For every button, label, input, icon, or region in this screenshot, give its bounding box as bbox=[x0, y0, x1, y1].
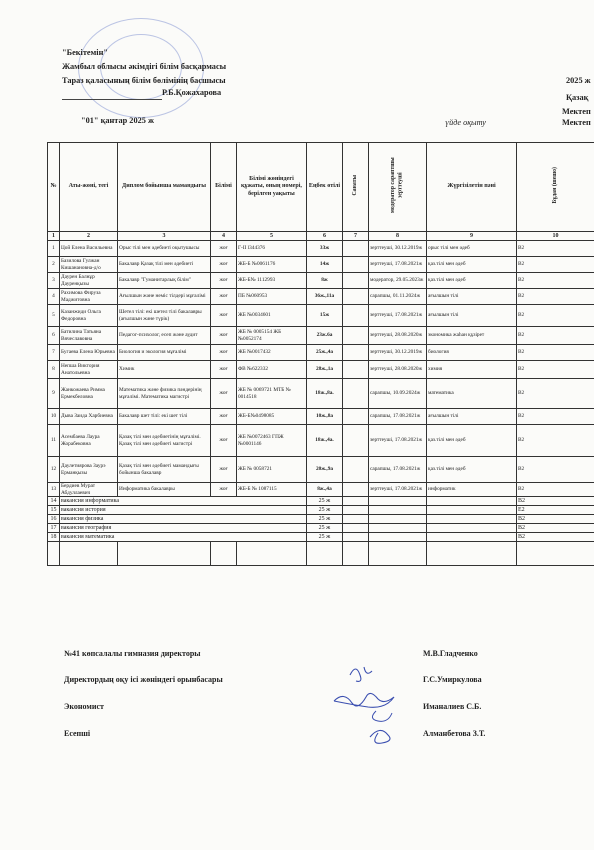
table-row bbox=[48, 379, 594, 409]
cell-name: Жанкожаева Римма Ермекбеловна bbox=[60, 379, 118, 409]
cell-category: зерттеуші, 17.08.2021ж bbox=[369, 483, 427, 497]
cell-name: Дыва Заида Харбиевна bbox=[60, 409, 118, 425]
cell-category: сарапшы, 10.09.2024ж bbox=[369, 379, 427, 409]
cell-experience: 15ж bbox=[307, 305, 343, 327]
table-row bbox=[48, 425, 594, 457]
right-kaz: Қазақ bbox=[566, 93, 589, 102]
col-num: 2 bbox=[60, 232, 118, 241]
cell-category-empty bbox=[343, 305, 369, 327]
cell-vacancy-name: вакансия история bbox=[60, 506, 307, 515]
col-header-diploma: Диплом бойынша мамандығы bbox=[118, 143, 211, 232]
cell-empty bbox=[427, 542, 517, 566]
cell-subject: математика bbox=[427, 379, 517, 409]
director-title: №41 көпсалалы гимназия директоры bbox=[64, 649, 201, 658]
cell-experience: 18ж.,8а. bbox=[307, 379, 343, 409]
category-header-text: Санаты bbox=[351, 174, 358, 196]
cell-rate: В2 bbox=[517, 515, 594, 524]
cell-education: жоғ bbox=[211, 345, 237, 361]
cell-rate: В2 bbox=[517, 305, 594, 327]
cell-no: 15 bbox=[48, 506, 60, 515]
cell-empty bbox=[369, 533, 427, 542]
accountant-title: Есепші bbox=[64, 729, 91, 738]
cell-empty bbox=[369, 515, 427, 524]
cell-vacancy-name: вакансия информатика bbox=[60, 497, 307, 506]
cell-name: Асембаева Лаура Жорабековна bbox=[60, 425, 118, 457]
cell-education: жоғ bbox=[211, 457, 237, 483]
cell-rate: В2 bbox=[517, 327, 594, 345]
cell-name: Даулетиярова Заурэ Ерманқызы bbox=[60, 457, 118, 483]
cell-experience: 25 ж bbox=[307, 506, 343, 515]
cell-vacancy-name: вакансия география bbox=[60, 524, 307, 533]
cell-experience: 25 ж bbox=[307, 533, 343, 542]
table-row bbox=[48, 457, 594, 483]
cell-empty bbox=[343, 515, 369, 524]
cell-diploma: Бакалавр Қазақ тілі мен әдебиеті bbox=[118, 257, 211, 273]
cell-experience: 33ж bbox=[307, 241, 343, 257]
table-row bbox=[48, 257, 594, 273]
cell-rate: В2 bbox=[517, 379, 594, 409]
cell-no: 3 bbox=[48, 273, 60, 289]
cell-experience: 10ж.,8а bbox=[307, 409, 343, 425]
table-row bbox=[48, 289, 594, 305]
cell-category-empty bbox=[343, 379, 369, 409]
cell-diploma: Бакалавр "Гуманитарлық білім" bbox=[118, 273, 211, 289]
cell-rate: В2 bbox=[517, 257, 594, 273]
table-row bbox=[48, 409, 594, 425]
cell-education: жоғ bbox=[211, 305, 237, 327]
cell-experience: 25 ж bbox=[307, 524, 343, 533]
cell-no: 6 bbox=[48, 327, 60, 345]
rate-header-text: Бұдан (шешо) bbox=[551, 167, 558, 204]
cell-diploma: Бакалавр шет тілі: екі шет тілі bbox=[118, 409, 211, 425]
cell-category-empty bbox=[343, 409, 369, 425]
cell-subject: информатик bbox=[427, 483, 517, 497]
cell-diploma: Қазақ тілі мен әдебиетінің мұғалімі. Қазақ тілі мен әдебиеті магистрі bbox=[118, 425, 211, 457]
col-header-document: Білімі жөніндегі құжаты, оның номері, берілген уақыты bbox=[237, 143, 307, 232]
cell-no: 9 bbox=[48, 379, 60, 409]
right-mektep-1: Мектеп bbox=[562, 107, 591, 116]
cell-education: жоғ bbox=[211, 257, 237, 273]
cell-category: зерттеуші, 28.08.2020ж bbox=[369, 361, 427, 379]
cell-subject: орыс тілі мен әдеб bbox=[427, 241, 517, 257]
cell-empty bbox=[427, 506, 517, 515]
cell-document: ЖБ-Б№ 1112993 bbox=[237, 273, 307, 289]
cell-diploma: Педагог-психолог, есеп және аудит bbox=[118, 327, 211, 345]
cell-empty bbox=[237, 542, 307, 566]
staff-table bbox=[47, 142, 594, 566]
table-row bbox=[48, 327, 594, 345]
cell-experience: 25 ж bbox=[307, 497, 343, 506]
cell-document: ЖБ № 0058721 bbox=[237, 457, 307, 483]
cell-subject: биология bbox=[427, 345, 517, 361]
col-header-experience: Еңбек өтілі bbox=[307, 143, 343, 232]
cell-no: 7 bbox=[48, 345, 60, 361]
approved-label: "Бекітемін" bbox=[62, 48, 108, 57]
cell-rate: В2 bbox=[517, 497, 594, 506]
cell-experience: 28ж.,1а bbox=[307, 361, 343, 379]
cell-rate: В2 bbox=[517, 345, 594, 361]
cell-rate: В2 bbox=[517, 241, 594, 257]
col-num: 5 bbox=[237, 232, 307, 241]
cell-diploma: Ағылшын және неміс тілдері мұғалімі bbox=[118, 289, 211, 305]
cell-empty bbox=[369, 542, 427, 566]
cell-education: жоғ bbox=[211, 327, 237, 345]
cell-rate: В2 bbox=[517, 273, 594, 289]
col-header-category bbox=[343, 143, 369, 232]
cell-category-empty bbox=[343, 361, 369, 379]
cell-rate: В2 bbox=[517, 483, 594, 497]
cell-subject: қаз.тілі мен әдеб bbox=[427, 257, 517, 273]
cell-education: жоғ bbox=[211, 483, 237, 497]
col-num: 8 bbox=[369, 232, 427, 241]
vacancy-row bbox=[48, 506, 594, 515]
cell-experience: 25 ж bbox=[307, 515, 343, 524]
cell-education: жоғ bbox=[211, 241, 237, 257]
cell-category: сарапшы, 01.11.2024ж bbox=[369, 289, 427, 305]
cell-education: жоғ bbox=[211, 409, 237, 425]
cell-empty bbox=[427, 533, 517, 542]
cell-category-empty bbox=[343, 345, 369, 361]
cell-experience: 8ж.,4а bbox=[307, 483, 343, 497]
cell-category: зерттеуші, 28.08.2020ж bbox=[369, 327, 427, 345]
cell-no: 5 bbox=[48, 305, 60, 327]
cell-subject: қаз.тілі мен әдеб bbox=[427, 273, 517, 289]
col-header-subject: Жүргізілетін пәні bbox=[427, 143, 517, 232]
col-header-rate bbox=[517, 143, 594, 232]
table-row bbox=[48, 345, 594, 361]
cell-no: 4 bbox=[48, 289, 60, 305]
col-header-no: № bbox=[48, 143, 60, 232]
cell-document: ЖБ №0017432 bbox=[237, 345, 307, 361]
cell-category-empty bbox=[343, 483, 369, 497]
col-num: 4 bbox=[211, 232, 237, 241]
handwritten-signatures bbox=[320, 655, 420, 755]
cell-diploma: Информатика бакалавры bbox=[118, 483, 211, 497]
cell-empty bbox=[369, 506, 427, 515]
cell-empty bbox=[369, 497, 427, 506]
cell-document: Г-II l344376 bbox=[237, 241, 307, 257]
cell-empty bbox=[118, 542, 211, 566]
cell-name: Бердиев Мурат Абдуллаевич bbox=[60, 483, 118, 497]
vacancy-row bbox=[48, 497, 594, 506]
blank-row bbox=[48, 542, 594, 566]
cell-no: 8 bbox=[48, 361, 60, 379]
cell-experience: 20ж.,9а bbox=[307, 457, 343, 483]
table-row bbox=[48, 273, 594, 289]
cell-education: жоғ bbox=[211, 425, 237, 457]
cell-no: 11 bbox=[48, 425, 60, 457]
cell-rate: В2 bbox=[517, 289, 594, 305]
cell-category: зерттеуші, 17.08.2021ж bbox=[369, 425, 427, 457]
cell-no: 18 bbox=[48, 533, 60, 542]
cell-no: 16 bbox=[48, 515, 60, 524]
cell-empty bbox=[211, 542, 237, 566]
cell-subject: ағылшын тілі bbox=[427, 409, 517, 425]
cell-experience: 25ж.,4а bbox=[307, 345, 343, 361]
cell-experience: 18ж.,4а. bbox=[307, 425, 343, 457]
table-row bbox=[48, 241, 594, 257]
signature-line bbox=[62, 99, 162, 100]
cell-category: зерттеуші, 17.08.2021ж bbox=[369, 305, 427, 327]
cell-diploma: Орыс тілі мен әдебиеті оқытушысы bbox=[118, 241, 211, 257]
cell-category: зерттеуші, 30.12.2019ж bbox=[369, 345, 427, 361]
cell-name: Казанжиди Ольга Федоровна bbox=[60, 305, 118, 327]
cell-education: жоғ bbox=[211, 379, 237, 409]
cell-category-empty bbox=[343, 425, 369, 457]
col-num: 7 bbox=[343, 232, 369, 241]
cell-empty bbox=[343, 497, 369, 506]
column-number-row bbox=[48, 232, 594, 241]
cell-name: Непша Виктория Анатольевна bbox=[60, 361, 118, 379]
cell-name: Батилина Татьяна Вячеславовна bbox=[60, 327, 118, 345]
col-num: 3 bbox=[118, 232, 211, 241]
cell-diploma: Математика және физика пәндерінің мұғалімі. Математика магистрі bbox=[118, 379, 211, 409]
cell-name: Рахимова Фируза Маджитовна bbox=[60, 289, 118, 305]
cell-subject: химия bbox=[427, 361, 517, 379]
col-num: 6 bbox=[307, 232, 343, 241]
cell-no: 13 bbox=[48, 483, 60, 497]
col-header-name: Аты-жөні, тегі bbox=[60, 143, 118, 232]
vacancy-row bbox=[48, 533, 594, 542]
deputy-name: Г.С.Умиркулова bbox=[423, 675, 482, 684]
cell-subject: экономика жаһан құзірет bbox=[427, 327, 517, 345]
cell-rate: В2 bbox=[517, 524, 594, 533]
col-header-moderator bbox=[369, 143, 427, 232]
cell-name: Цой Елена Васильевна bbox=[60, 241, 118, 257]
cell-document: ЖБ № 0069721 МТБ № 0014518 bbox=[237, 379, 307, 409]
cell-category-empty bbox=[343, 457, 369, 483]
cell-rate: В2 bbox=[517, 361, 594, 379]
cell-diploma: Шетел тілі: екі шетел тілі бакалавры (ағылшын және түрік) bbox=[118, 305, 211, 327]
cell-empty bbox=[343, 542, 369, 566]
cell-vacancy-name: вакансия физика bbox=[60, 515, 307, 524]
cell-empty bbox=[307, 542, 343, 566]
cell-vacancy-name: вакансия математика bbox=[60, 533, 307, 542]
cell-diploma: Биология и экология мұғалімі bbox=[118, 345, 211, 361]
cell-subject: ағылшын тілі bbox=[427, 305, 517, 327]
cell-document: ЖБ №0034601 bbox=[237, 305, 307, 327]
cell-document: ЖБ №0072463 ГПЖ №0001146 bbox=[237, 425, 307, 457]
cell-document: ЖБ № 0005154 ЖБ №0052174 bbox=[237, 327, 307, 345]
cell-no: 2 bbox=[48, 257, 60, 273]
cell-subject: қаз.тілі мен әдеб bbox=[427, 425, 517, 457]
cell-education: жоғ bbox=[211, 289, 237, 305]
cell-rate: В2 bbox=[517, 533, 594, 542]
moderator-header-text: модератор сараптшы зерттеуші bbox=[390, 157, 404, 214]
table-header-row bbox=[48, 143, 594, 232]
col-header-education: Білімі bbox=[211, 143, 237, 232]
cell-empty bbox=[48, 542, 60, 566]
cell-rate: В2 bbox=[517, 409, 594, 425]
cell-category-empty bbox=[343, 327, 369, 345]
cell-name: Базилова Гулжан Кишанановна-д/о bbox=[60, 257, 118, 273]
cell-empty bbox=[369, 524, 427, 533]
cell-rate: Е2 bbox=[517, 506, 594, 515]
cell-category: зерттеуші, 30.12.2019ж bbox=[369, 241, 427, 257]
cell-category: зерттеуші, 17.08.2021ж bbox=[369, 257, 427, 273]
cell-document: ФВ №622332 bbox=[237, 361, 307, 379]
cell-no: 10 bbox=[48, 409, 60, 425]
cell-empty bbox=[343, 524, 369, 533]
vacancy-row bbox=[48, 524, 594, 533]
col-num: 10 bbox=[517, 232, 594, 241]
cell-diploma: Химик bbox=[118, 361, 211, 379]
dept-line: Жамбыл облысы әкімдігі білім басқармасы bbox=[62, 62, 227, 71]
deputy-title: Директордың оқу ісі жөніндегі орынбасары bbox=[64, 675, 223, 684]
city-line: Тараз қаласының білім бөлімінің басшысы bbox=[62, 76, 226, 85]
cell-document: ЖБ-Б№0498085 bbox=[237, 409, 307, 425]
accountant-name: Алманбетова З.Т. bbox=[423, 729, 486, 738]
cell-empty bbox=[60, 542, 118, 566]
cell-name: Даурен Балнұр Дауренқызы bbox=[60, 273, 118, 289]
cell-empty bbox=[343, 533, 369, 542]
director-name: М.В.Гладченко bbox=[423, 649, 478, 658]
cell-experience: 23ж.6а bbox=[307, 327, 343, 345]
cell-no: 14 bbox=[48, 497, 60, 506]
cell-rate: В2 bbox=[517, 425, 594, 457]
cell-experience: 8ж bbox=[307, 273, 343, 289]
signatory-name: Р.Б.Қожахарова bbox=[162, 88, 222, 97]
cell-empty bbox=[427, 497, 517, 506]
cell-no: 12 bbox=[48, 457, 60, 483]
cell-experience: 36ж.,11а bbox=[307, 289, 343, 305]
approval-date: "01" қантар 2025 ж bbox=[81, 116, 154, 125]
cell-no: 1 bbox=[48, 241, 60, 257]
table-row bbox=[48, 305, 594, 327]
cell-category-empty bbox=[343, 241, 369, 257]
cell-experience: 14ж bbox=[307, 257, 343, 273]
cell-rate: В2 bbox=[517, 457, 594, 483]
vacancy-row bbox=[48, 515, 594, 524]
cell-empty bbox=[427, 524, 517, 533]
cell-education: жоғ bbox=[211, 273, 237, 289]
cell-subject: қаз.тілі мен әдеб bbox=[427, 457, 517, 483]
cell-category-empty bbox=[343, 257, 369, 273]
right-mektep-2: Мектеп bbox=[562, 118, 591, 127]
right-year: 2025 ж bbox=[566, 76, 591, 85]
cell-empty bbox=[427, 515, 517, 524]
cell-document: ЖБ-Б №0061176 bbox=[237, 257, 307, 273]
col-num: 1 bbox=[48, 232, 60, 241]
cell-document: ЖБ-Б № 1087115 bbox=[237, 483, 307, 497]
cell-document: ПБ №060953 bbox=[237, 289, 307, 305]
home-teaching-label: үйде оқыту bbox=[445, 118, 486, 127]
economist-name: Иманалиев С.Б. bbox=[423, 702, 482, 711]
cell-no: 17 bbox=[48, 524, 60, 533]
cell-category: сарапшы, 17.08.2021ж bbox=[369, 409, 427, 425]
cell-category-empty bbox=[343, 289, 369, 305]
table-row bbox=[48, 361, 594, 379]
cell-category: модератор, 29.05.2023ж bbox=[369, 273, 427, 289]
cell-category-empty bbox=[343, 273, 369, 289]
cell-subject: ағылшын тілі bbox=[427, 289, 517, 305]
cell-category: сарапшы, 17.08.2021ж bbox=[369, 457, 427, 483]
cell-education: жоғ bbox=[211, 361, 237, 379]
cell-empty bbox=[343, 506, 369, 515]
cell-name: Бугаева Елена Юрьевна bbox=[60, 345, 118, 361]
economist-title: Экономист bbox=[64, 702, 104, 711]
cell-diploma: Қазақ тілі мен әдебиеті мамандығы бойынша бакалавр bbox=[118, 457, 211, 483]
col-num: 9 bbox=[427, 232, 517, 241]
cell-empty bbox=[517, 542, 594, 566]
table-row bbox=[48, 483, 594, 497]
